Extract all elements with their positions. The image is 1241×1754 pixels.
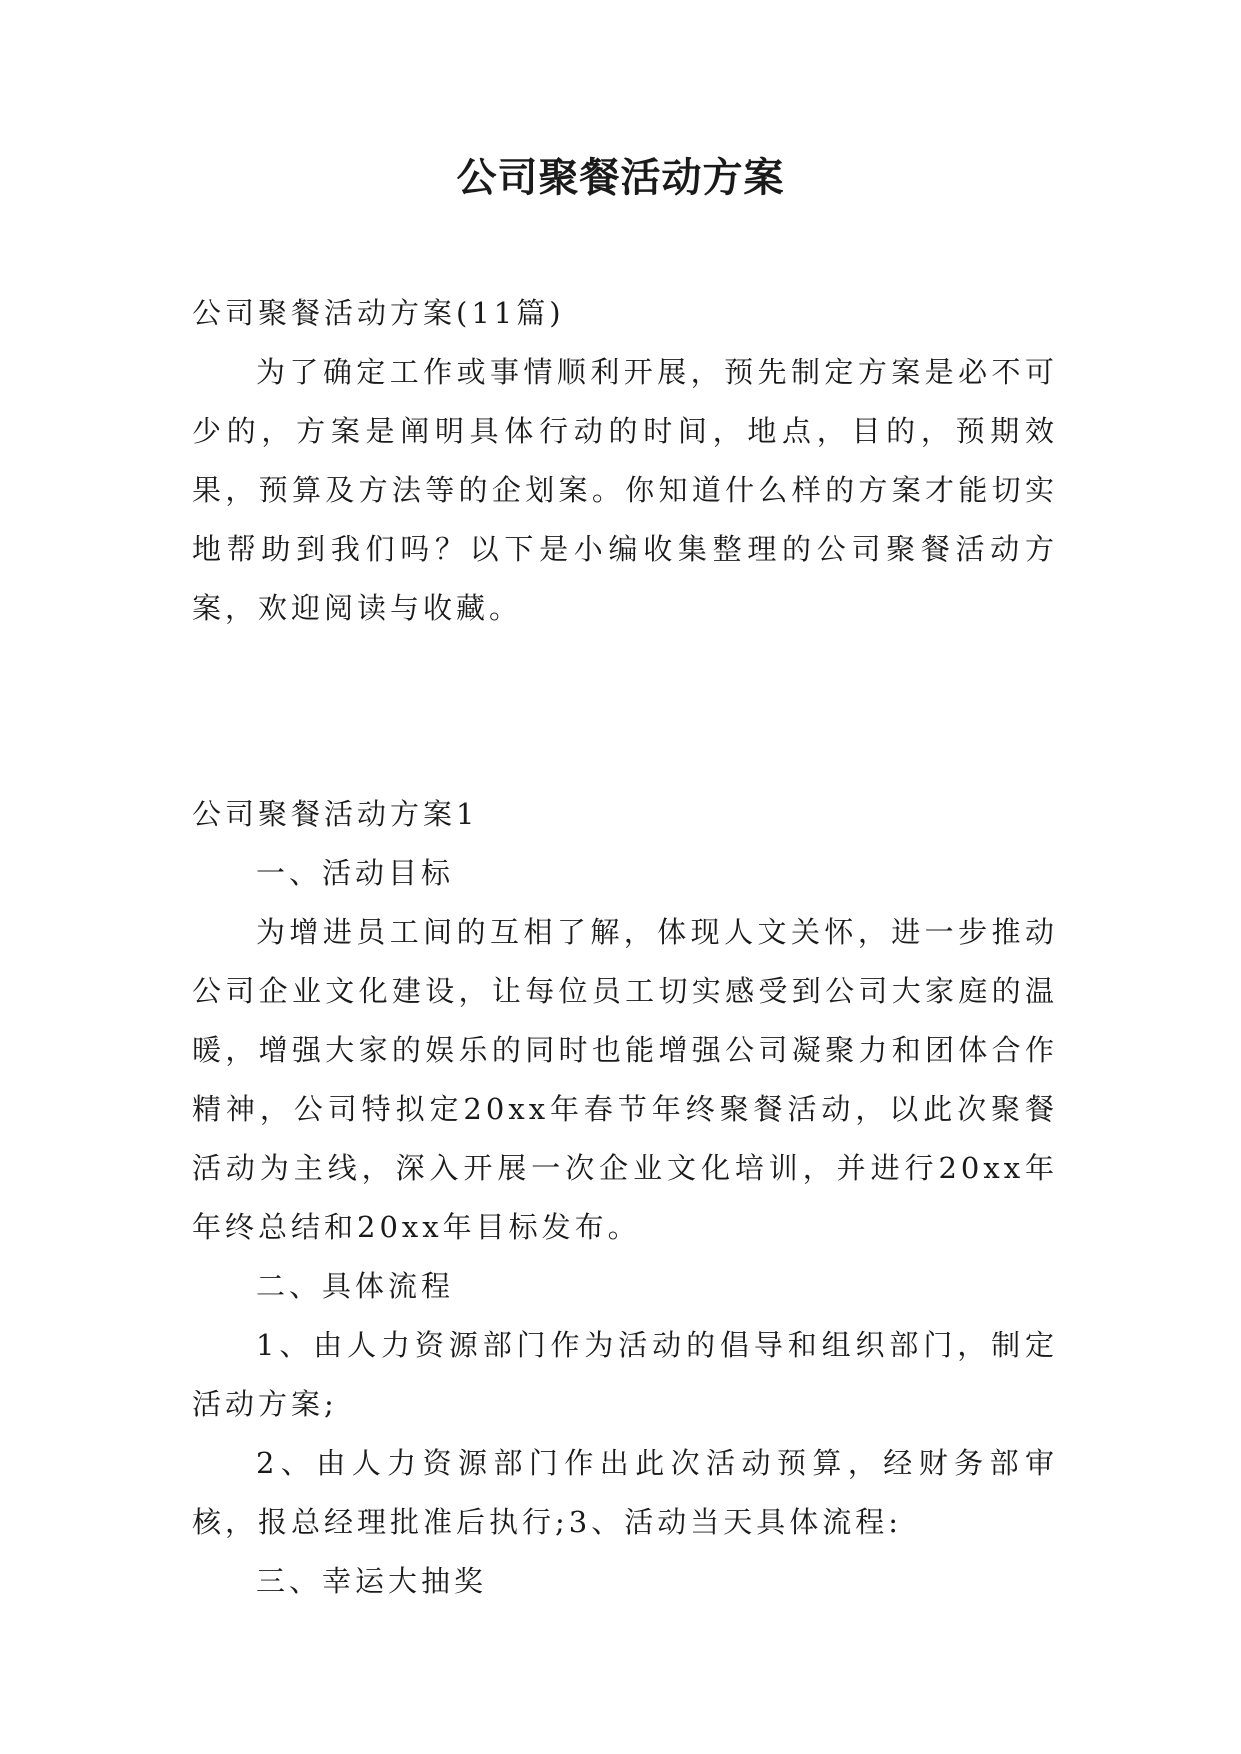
heading-lucky-draw: 三、幸运大抽奖 <box>256 1564 488 1598</box>
section-heading: 公司聚餐活动方案1 <box>192 797 479 831</box>
heading-activity-goal: 一、活动目标 <box>256 856 455 890</box>
document-title: 公司聚餐活动方案 <box>456 155 785 201</box>
intro-paragraph: 为了确定工作或事情顺利开展，预先制定方案是必不可少的，方案是阐明具体行动的时间，地点，目的，预期效果，预算及方法等的企划案。你知道什么样的方案才能切实地帮助到我们吗？以下是小编收集整理的公司聚餐活动方案，欢迎阅读与收藏。 <box>192 355 1058 625</box>
document-subtitle: 公司聚餐活动方案(11篇) <box>192 296 565 330</box>
document-body <box>192 284 1058 1611</box>
paragraph-activity-goal: 为增进员工间的互相了解，体现人文关怀，进一步推动公司企业文化建设，让每位员工切实感受到公司大家庭的温暖，增强大家的娱乐的同时也能增强公司凝聚力和团体合作精神，公司特拟定20xx年春节年终聚餐活动，以此次聚餐活动为主线，深入开展一次企业文化培训，并进行20xx年年终总结和20xx年目标发布。 <box>192 915 1058 1244</box>
paragraph-process-step-2: 2、由人力资源部门作出此次活动预算，经财务部审核，报总经理批准后执行;3、活动当天具体流程: <box>192 1446 1058 1539</box>
paragraph-process-step-1: 1、由人力资源部门作为活动的倡导和组织部门，制定活动方案; <box>192 1328 1058 1421</box>
heading-process: 二、具体流程 <box>256 1269 455 1303</box>
section-spacer <box>192 638 1058 785</box>
